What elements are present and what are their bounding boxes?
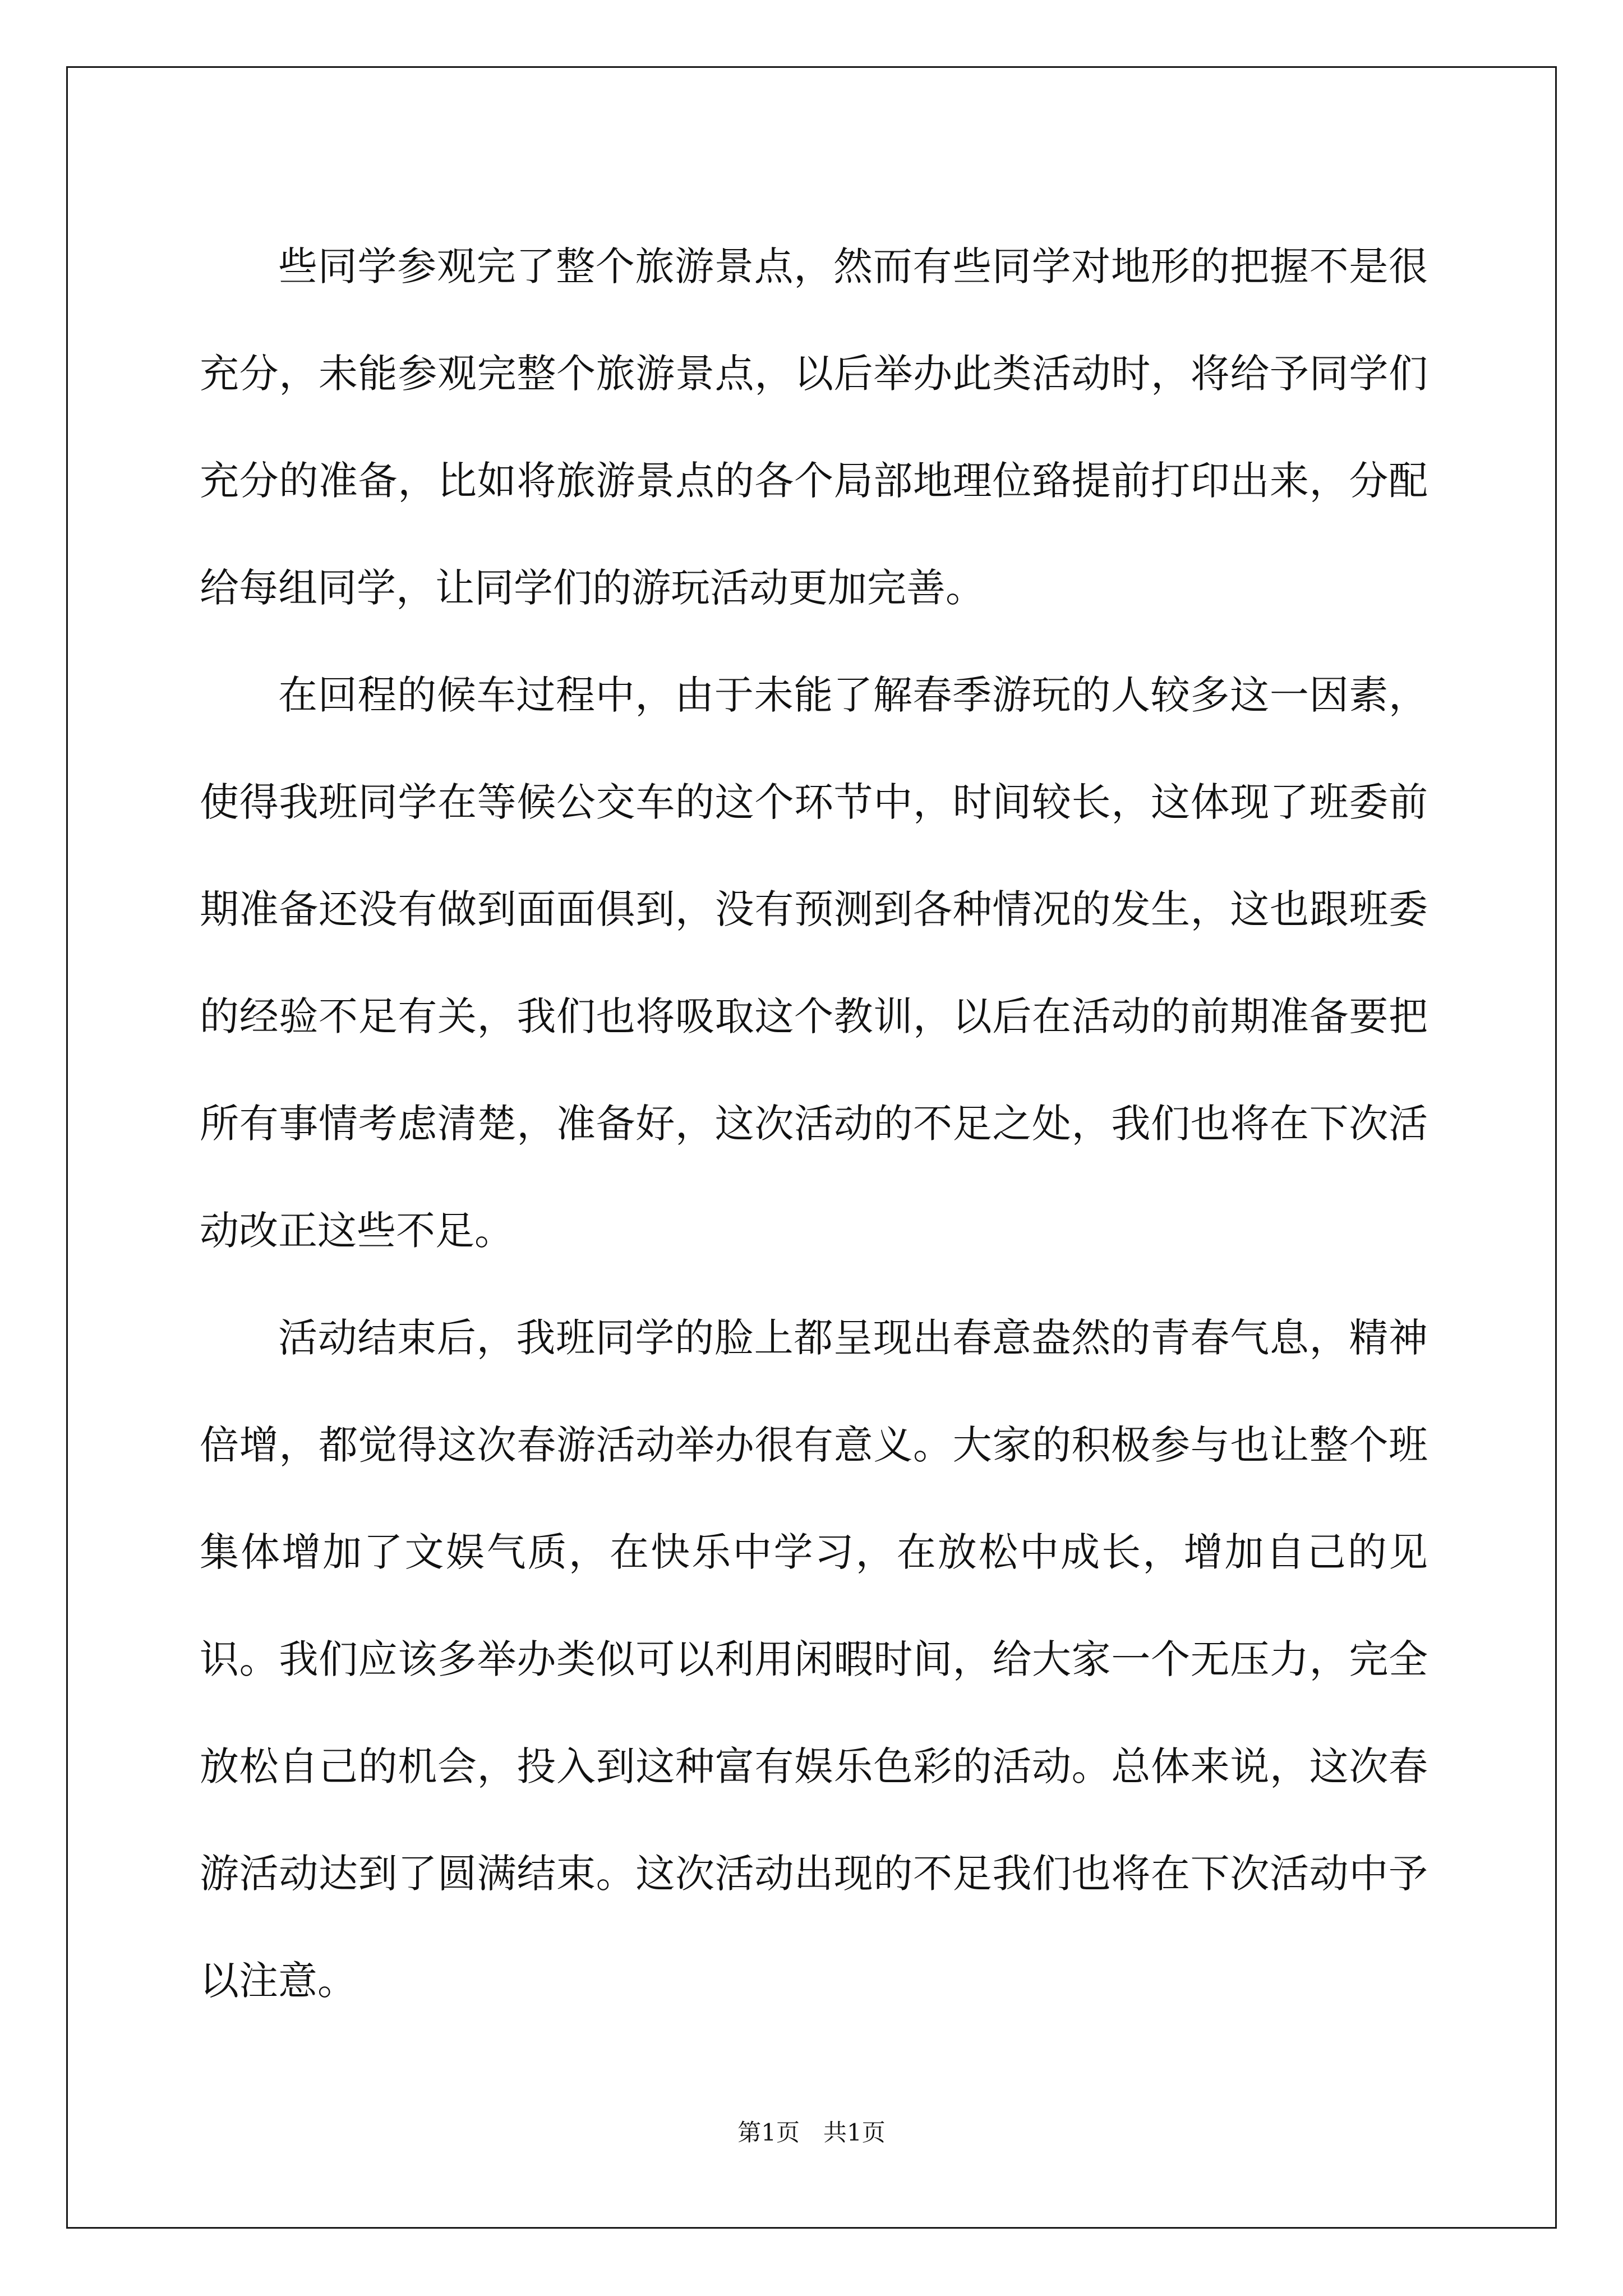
page-footer: 第1页 共1页 xyxy=(737,2119,886,2146)
document-body xyxy=(200,213,1428,2035)
paragraph-2: 在回程的候车过程中，由于未能了解春季游玩的人较多这一因素，使得我班同学在等候公交车的这个环节中，时间较长，这体现了班委前期准备还没有做到面面俱到，没有预测到各种情况的发生，这也跟班委的经验不足有关，我们也将吸取这个教训，以后在活动的前期准备要把所有事情考虑清楚，准备好，这次活动的不足之处，我们也将在下次活动改正这些不足。 xyxy=(200,672,1428,1254)
paragraph-3: 活动结束后，我班同学的脸上都呈现出春意盎然的青春气息，精神倍增，都觉得这次春游活动举办很有意义。大家的积极参与也让整个班集体增加了文娱气质，在快乐中学习，在放松中成长，增加自己的见识。我们应该多举办类似可以利用闲暇时间，给大家一个无压力，完全放松自己的机会，投入到这种富有娱乐色彩的活动。总体来说，这次春游活动达到了圆满结束。这次活动出现的不足我们也将在下次活动中予以注意。 xyxy=(200,1315,1428,2004)
paragraph-1: 些同学参观完了整个旅游景点，然而有些同学对地形的把握不是很充分，未能参观完整个旅游景点，以后举办此类活动时，将给予同学们充分的准备，比如将旅游景点的各个局部地理位臵提前打印出来，分配给每组同学，让同学们的游玩活动更加完善。 xyxy=(200,243,1428,611)
